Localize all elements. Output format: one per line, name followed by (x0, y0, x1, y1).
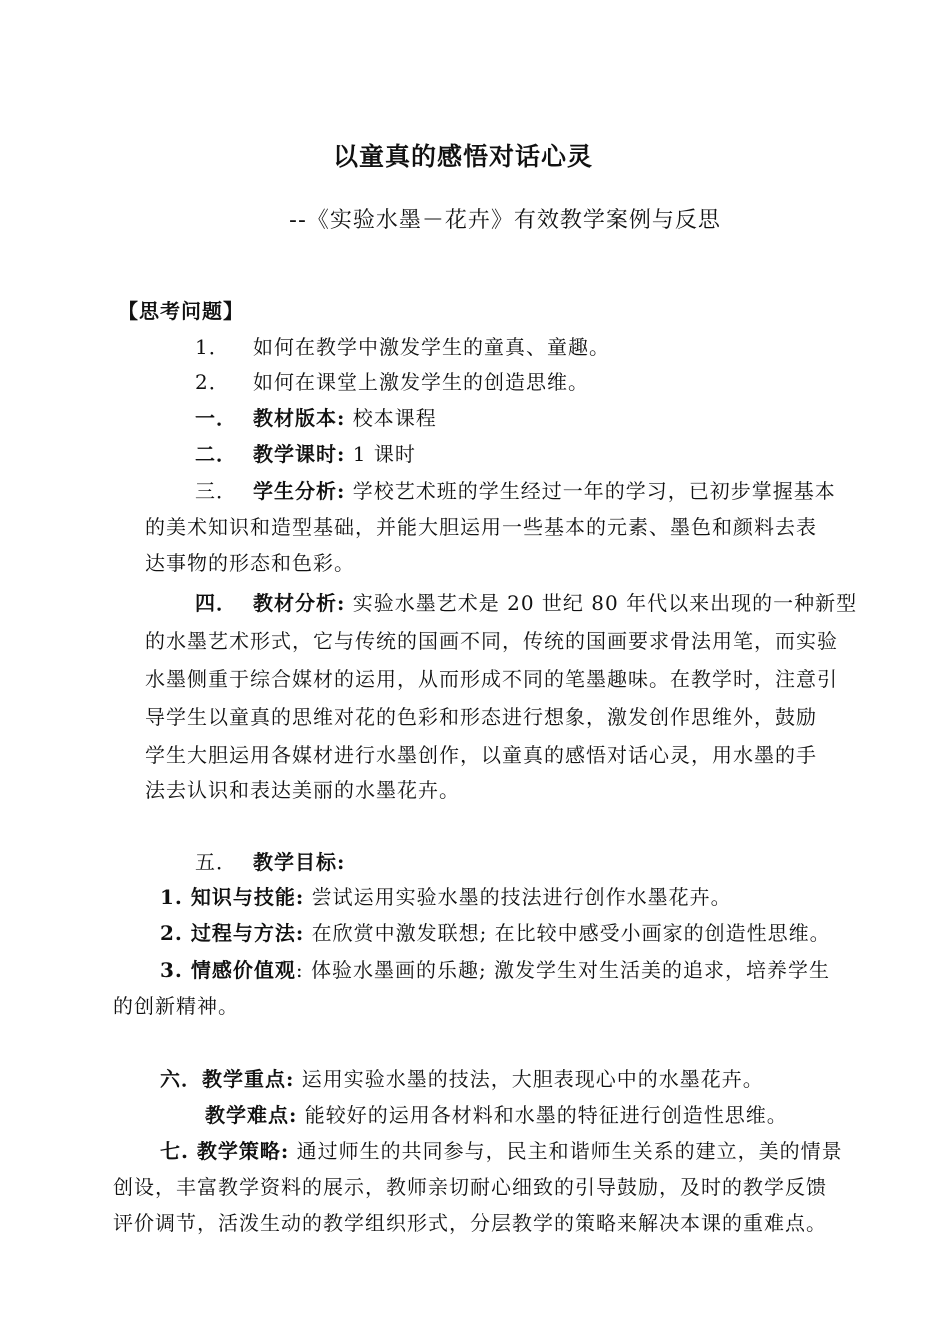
section-label: 教学难点: (205, 1103, 298, 1127)
paragraph-line: 学生大胆运用各媒材进行水墨创作，以童真的感悟对话心灵，用水墨的手 (145, 743, 817, 767)
section-text: 学校艺术班的学生经过一年的学习，已初步掌握基本 (345, 479, 836, 503)
section-difficult-points (205, 1101, 788, 1129)
goal-label: 3. 情感价值观 (160, 958, 296, 982)
goal-text: : 体验水墨画的乐趣; 激发学生对生活美的追求，培养学生 (295, 958, 831, 982)
goal-knowledge (160, 883, 732, 911)
paragraph-line: 的水墨艺术形式，它与传统的国画不同，传统的国画要求骨法用笔，而实验 (145, 629, 838, 653)
section-number: 五． (195, 850, 237, 874)
paragraph-line: 的创新精神。 (113, 994, 239, 1018)
paragraph-line: 水墨侧重于综合媒材的运用，从而形成不同的笔墨趣味。在教学时，注意引 (145, 667, 838, 691)
question-2 (195, 368, 589, 396)
section-label: 教学课时: (253, 442, 346, 466)
section-header-questions: 【思考问题】 (118, 299, 244, 323)
section-text: 1 课时 (345, 442, 416, 466)
paragraph-line: 评价调节，活泼生动的教学组织形式，分层教学的策略来解决本课的重难点。 (113, 1211, 827, 1235)
section-number: 二． (195, 442, 237, 466)
question-text: 如何在教学中激发学生的童真、童趣。 (253, 335, 610, 359)
goal-emotion (160, 956, 830, 984)
goal-label: 1. 知识与技能: (160, 885, 305, 909)
section-class-hours (195, 440, 416, 468)
question-number: 1． (195, 335, 230, 359)
section-text: 校本课程 (345, 406, 437, 430)
paragraph-line: 的美术知识和造型基础，并能大胆运用一些基本的元素、墨色和颜料去表 (145, 515, 817, 539)
section-text: 运用实验水墨的技法，大胆表现心中的水墨花卉。 (294, 1067, 764, 1091)
question-text: 如何在课堂上激发学生的创造思维。 (253, 370, 589, 394)
section-label: 学生分析: (253, 479, 346, 503)
section-number: 一． (195, 406, 237, 430)
goal-text: 尝试运用实验水墨的技法进行创作水墨花卉。 (304, 885, 732, 909)
section-teaching-strategy (160, 1137, 843, 1165)
section-textbook-version (195, 404, 437, 432)
section-label: 教学目标: (253, 850, 346, 874)
section-label: 教材版本: (253, 406, 346, 430)
paragraph-line: 导学生以童真的思维对花的色彩和形态进行想象，激发创作思维外，鼓励 (145, 705, 817, 729)
document-title: 以童真的感悟对话心灵 (333, 142, 594, 171)
paragraph-line: 创设，丰富教学资料的展示，教师亲切耐心细致的引导鼓励，及时的教学反馈 (113, 1175, 827, 1199)
section-number: 四． (195, 591, 237, 615)
paragraph-line: 达事物的形态和色彩。 (145, 551, 355, 575)
goal-text: 在欣赏中激发联想; 在比较中感受小画家的创造性思维。 (304, 921, 831, 945)
section-text: 能较好的运用各材料和水墨的特征进行创造性思维。 (297, 1103, 788, 1127)
section-number: 三． (195, 479, 237, 503)
section-text: 通过师生的共同参与，民主和谐师生关系的建立，美的情景 (289, 1139, 843, 1163)
section-student-analysis (195, 477, 836, 505)
section-label: 教材分析: (253, 591, 346, 615)
document-subtitle: --《实验水墨－花卉》有效教学案例与反思 (289, 208, 721, 233)
section-text: 实验水墨艺术是 20 世纪 80 年代以来出现的一种新型 (345, 591, 858, 615)
paragraph-line: 法去认识和表达美丽的水墨花卉。 (145, 778, 460, 802)
question-1 (195, 333, 610, 361)
goal-process (160, 919, 831, 947)
goal-label: 2. 过程与方法: (160, 921, 305, 945)
section-key-points (160, 1065, 764, 1093)
section-label: 七. 教学策略: (160, 1139, 290, 1163)
section-teaching-goals (195, 848, 345, 876)
section-material-analysis (195, 589, 857, 617)
question-number: 2． (195, 370, 230, 394)
section-label: 六．教学重点: (160, 1067, 295, 1091)
